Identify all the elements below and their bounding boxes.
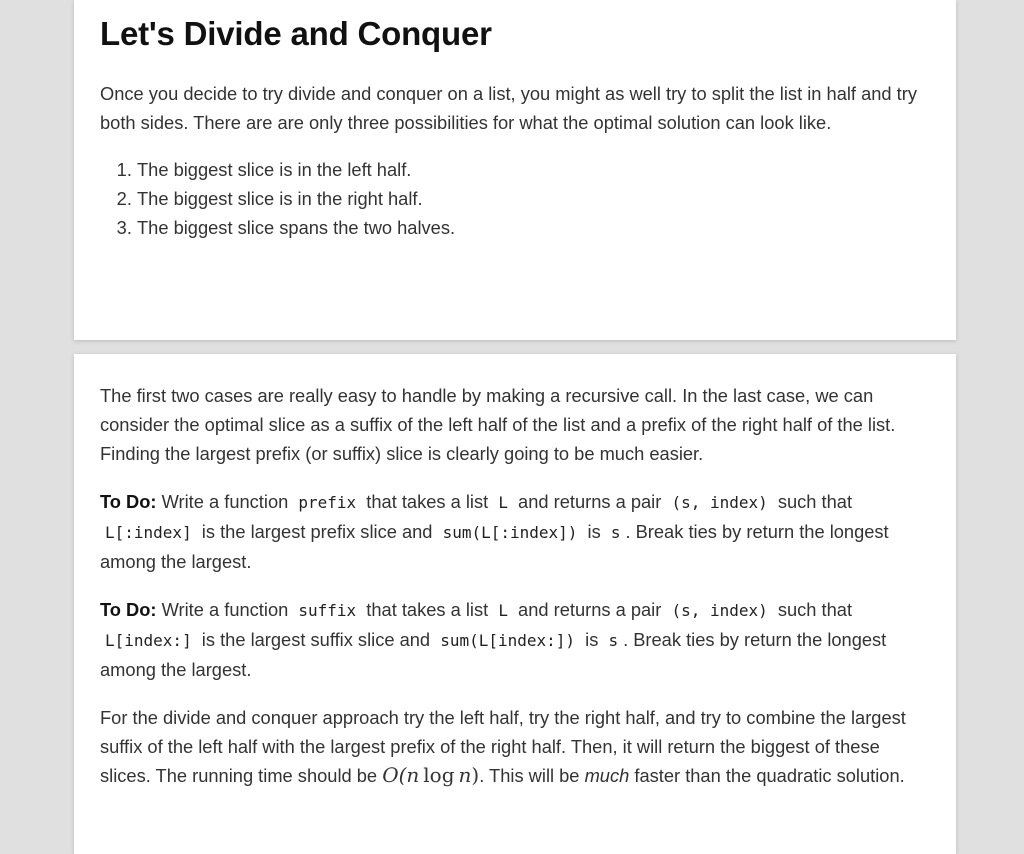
- intro-paragraph: Once you decide to try divide and conquer on a list, you might as well try to split the list in half and try both sides. There are are only three possibilities for what the optimal solution can look like.: [100, 83, 917, 133]
- section-card-1: [74, 0, 956, 340]
- todo-label: To Do:: [100, 491, 157, 512]
- code-prefix: prefix: [298, 493, 357, 512]
- code-slice: L[index:]: [105, 631, 192, 650]
- text-fragment: that takes a list: [366, 491, 489, 512]
- text-fragment: . This will be: [479, 765, 580, 786]
- math-n: n: [406, 763, 420, 787]
- text-fragment: Write a function: [161, 491, 289, 512]
- math-big-o: O(: [382, 763, 407, 787]
- text-fragment: and returns a pair: [518, 491, 662, 512]
- code-pair: (s, index): [671, 493, 768, 512]
- text-fragment: For the divide and conquer approach try the left half, try the right half, and try to combine the largest suffix of the left half with the largest prefix of the right half. Then, it will return the biggest of these slices. The running time should be: [100, 707, 906, 786]
- list-item: 2. The biggest slice is in the right half.: [137, 184, 455, 213]
- text-fragment: faster than the quadratic solution.: [634, 765, 905, 786]
- text-fragment: and returns a pair: [518, 599, 662, 620]
- list-item: 3. The biggest slice spans the two halves.: [137, 213, 455, 242]
- section-body: [100, 381, 930, 809]
- text-fragment: . Break ties by return the longest among the largest.: [100, 629, 887, 680]
- todo-label: To Do:: [100, 599, 157, 620]
- text-fragment: such that: [777, 491, 853, 512]
- math-n: n: [458, 763, 472, 787]
- approach-paragraph: [100, 703, 930, 790]
- text-fragment: . Break ties by return the longest among the largest.: [100, 521, 889, 572]
- code-suffix: suffix: [298, 601, 357, 620]
- text-fragment: Write a function: [161, 599, 289, 620]
- code-slice: L[:index]: [105, 523, 192, 542]
- cases-list: [100, 155, 455, 242]
- code-s: s: [610, 523, 621, 542]
- code-sum: sum(L[index:]): [440, 631, 576, 650]
- section-card-2: [74, 354, 956, 854]
- list-item: 1. The biggest slice is in the left half.: [137, 155, 455, 184]
- cases-explanation-paragraph: The first two cases are really easy to handle by making a recursive call. In the last case, we can consider the optimal slice as a suffix of the left half of the list and a prefix of the right half of the list. Finding the largest prefix (or suffix) slice is clearly going to be much easier.: [100, 385, 896, 464]
- code-list-var: L: [498, 601, 508, 620]
- text-fragment: such that: [777, 599, 853, 620]
- math-log: log: [423, 763, 455, 787]
- code-list-var: L: [498, 493, 508, 512]
- code-s: s: [608, 631, 619, 650]
- complexity-formula: [382, 763, 479, 787]
- code-sum: sum(L[:index]): [442, 523, 578, 542]
- emphasis: much: [584, 765, 630, 786]
- text-fragment: that takes a list: [366, 599, 489, 620]
- code-pair: (s, index): [671, 601, 768, 620]
- text-fragment: is: [587, 521, 601, 542]
- text-fragment: is: [585, 629, 599, 650]
- todo-prefix-paragraph: [100, 487, 930, 576]
- section-title: Let's Divide and Conquer: [100, 15, 492, 52]
- math-close: ): [471, 763, 480, 787]
- text-fragment: is the largest suffix slice and: [201, 629, 431, 650]
- todo-suffix-paragraph: [100, 595, 930, 684]
- text-fragment: is the largest prefix slice and: [201, 521, 433, 542]
